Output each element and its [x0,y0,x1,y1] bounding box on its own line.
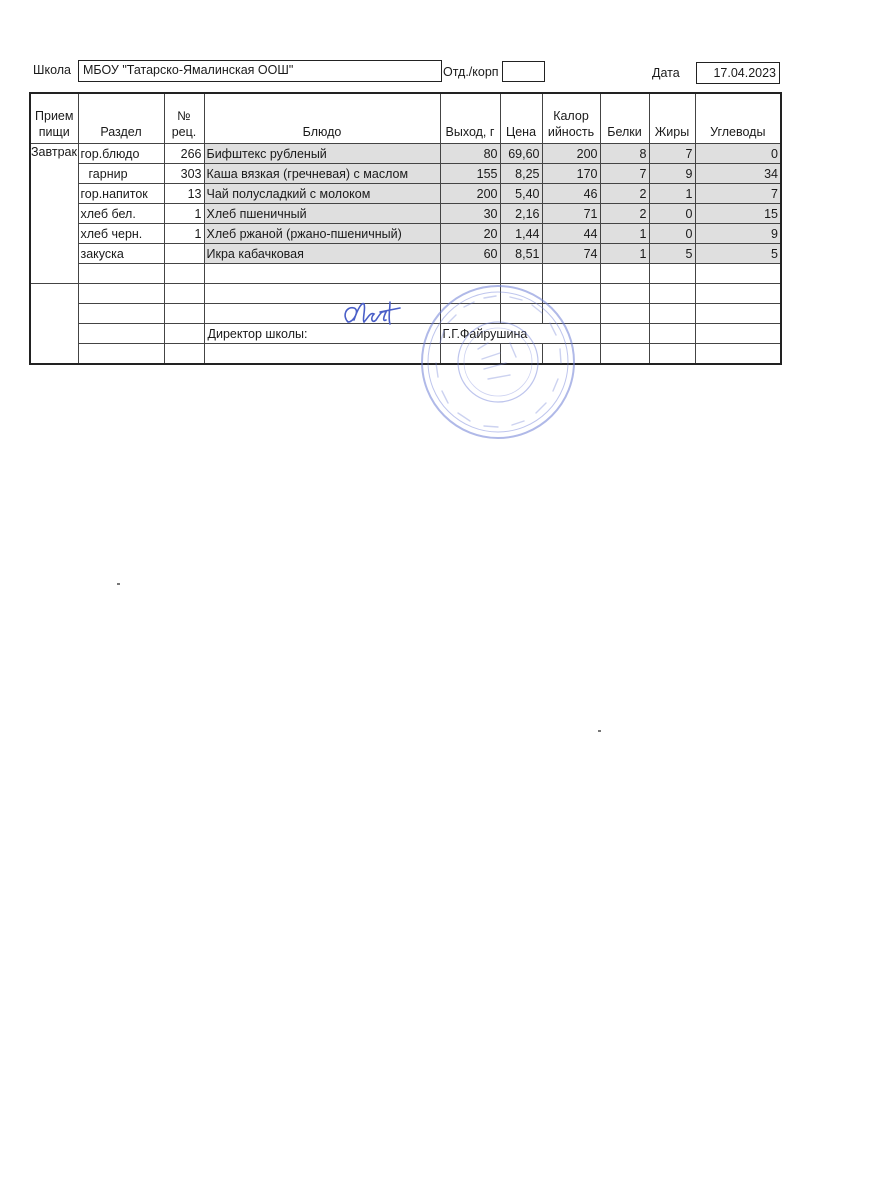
date-value: 17.04.2023 [713,66,776,80]
calories-cell: 200 [542,144,600,164]
empty-row [30,344,781,365]
col-calories-line1: Калор [553,109,589,123]
recipe-cell: 303 [164,164,204,184]
yield-cell: 20 [440,224,500,244]
calories-cell: 74 [542,244,600,264]
col-recipe-header [164,93,204,144]
dish-cell: Чай полусладкий с молоком [204,184,440,204]
col-fat-header: Жиры [649,93,695,144]
fat-cell: 0 [649,224,695,244]
section-cell: гор.напиток [78,184,164,204]
yield-cell: 30 [440,204,500,224]
meal-cell [30,144,78,284]
meal-cell-empty [30,284,78,365]
protein-cell: 8 [600,144,649,164]
table-header-row [30,93,781,144]
calories-cell: 44 [542,224,600,244]
section-cell: хлеб бел. [78,204,164,224]
price-cell: 1,44 [500,224,542,244]
date-field [696,62,780,84]
price-cell: 8,51 [500,244,542,264]
dept-field [502,61,545,82]
dish-cell: Хлеб пшеничный [204,204,440,224]
dish-cell: Бифштекс рубленый [204,144,440,164]
fat-cell: 9 [649,164,695,184]
director-label: Директор школы: [204,324,440,344]
col-meal-line2: пищи [38,125,70,139]
protein-cell: 1 [600,244,649,264]
carbs-cell: 5 [695,244,781,264]
price-cell: 2,16 [500,204,542,224]
school-label: Школа [33,63,71,77]
section-cell: закуска [78,244,164,264]
fat-cell: 1 [649,184,695,204]
dept-label: Отд./корп [443,65,499,79]
col-yield-header: Выход, г [440,93,500,144]
col-carbs-header: Углеводы [695,93,781,144]
col-meal-line1: Прием [35,109,74,123]
yield-cell: 80 [440,144,500,164]
protein-cell: 7 [600,164,649,184]
col-recipe-line1: № [177,109,191,123]
carbs-cell: 15 [695,204,781,224]
yield-cell: 200 [440,184,500,204]
carbs-cell: 0 [695,144,781,164]
section-cell: хлеб черн. [78,224,164,244]
school-name-field [78,60,442,82]
empty-row [30,264,781,284]
dish-cell: Каша вязкая (гречневая) с маслом [204,164,440,184]
col-calories-header [542,93,600,144]
director-signature [340,298,406,332]
carbs-cell: 7 [695,184,781,204]
table-row [30,184,781,204]
calories-cell: 71 [542,204,600,224]
section-cell: гор.блюдо [78,144,164,164]
date-label: Дата [652,66,680,80]
calories-cell: 170 [542,164,600,184]
protein-cell: 2 [600,184,649,204]
dish-cell: Хлеб ржаной (ржано-пшеничный) [204,224,440,244]
official-stamp [418,283,578,441]
fat-cell: 7 [649,144,695,164]
meal-name: Завтрак [31,145,77,159]
yield-cell: 155 [440,164,500,184]
carbs-cell: 9 [695,224,781,244]
col-recipe-line2: рец. [171,125,197,139]
col-dish-header: Блюдо [204,93,440,144]
price-cell: 8,25 [500,164,542,184]
director-name: Г.Г.Файрушина [440,324,600,344]
col-calories-line2: ийность [547,125,595,139]
table-row [30,224,781,244]
price-cell: 5,40 [500,184,542,204]
section-cell: гарнир [78,164,164,184]
recipe-cell: 13 [164,184,204,204]
fat-cell: 5 [649,244,695,264]
col-protein-header: Белки [600,93,649,144]
scan-speck [598,730,601,732]
table-row [30,164,781,184]
school-name: МБОУ "Татарско-Ямалинская ООШ" [83,63,294,77]
table-row [30,144,781,164]
recipe-cell: 1 [164,204,204,224]
table-row [30,244,781,264]
recipe-cell: 1 [164,224,204,244]
col-section-header: Раздел [78,93,164,144]
fat-cell: 0 [649,204,695,224]
calories-cell: 46 [542,184,600,204]
dish-cell: Икра кабачковая [204,244,440,264]
protein-cell: 1 [600,224,649,244]
carbs-cell: 34 [695,164,781,184]
price-cell: 69,60 [500,144,542,164]
protein-cell: 2 [600,204,649,224]
recipe-cell: 266 [164,144,204,164]
col-meal-header [30,93,78,144]
table-row [30,204,781,224]
scan-speck [117,583,120,585]
yield-cell: 60 [440,244,500,264]
recipe-cell [164,244,204,264]
col-price-header: Цена [500,93,542,144]
